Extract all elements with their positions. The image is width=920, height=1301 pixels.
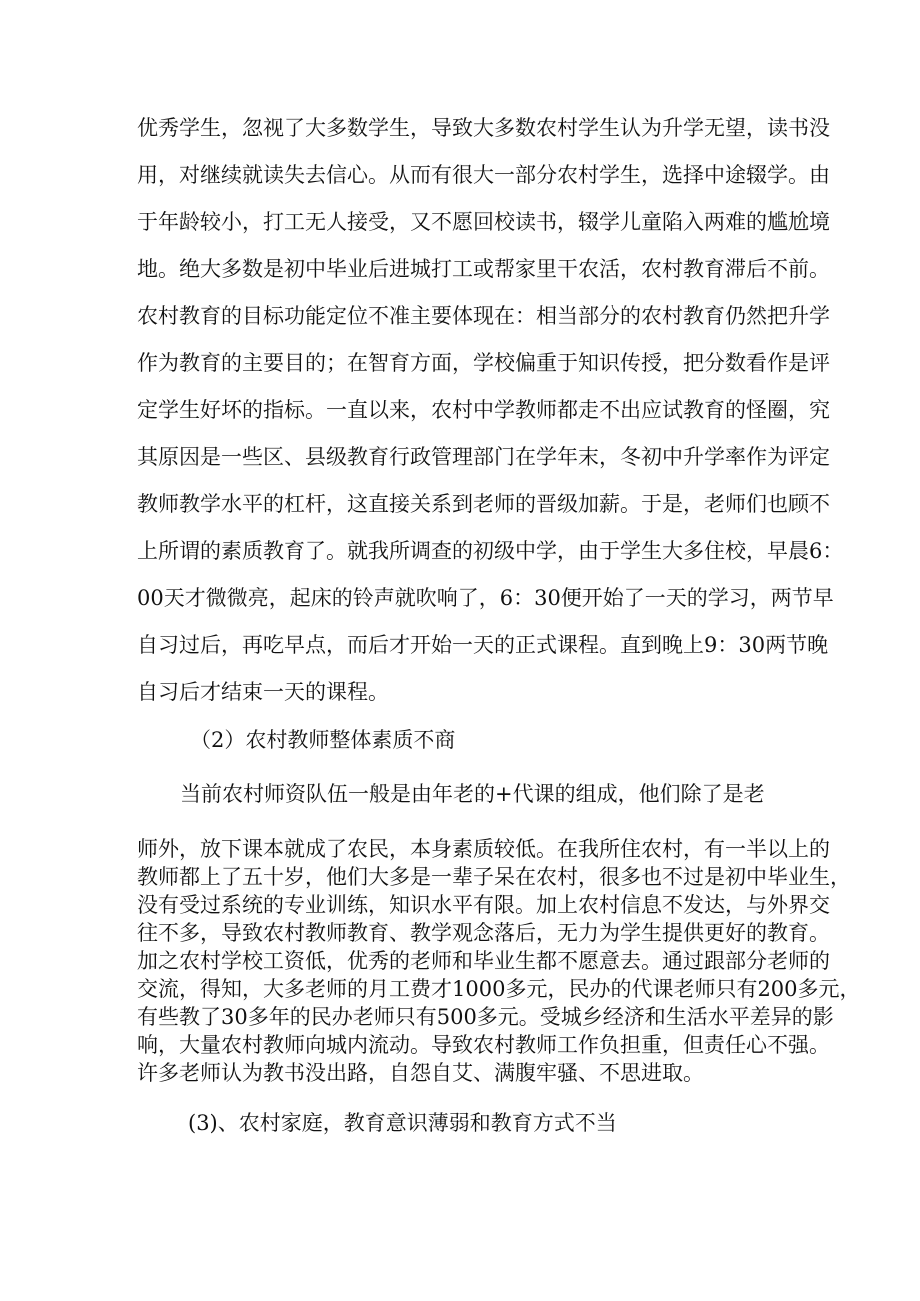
paragraph-2-line: 教师都上了五十岁，他们大多是一辈子呆在农村，很多也不过是初中毕业生， [137,865,851,889]
paragraph-1-line: 优秀学生，忽视了大多数学生，导致大多数农村学生认为升学无望，读书没 [137,116,830,140]
paragraph-1-line: 农村教育的目标功能定位不准主要体现在：相当部分的农村教育仍然把升学 [137,304,830,328]
paragraph-1-line: 教师教学水平的杠杆，这直接关系到老师的晋级加薪。于是，老师们也顾不 [137,492,830,516]
paragraph-1-line: 自习过后，再吃早点，而后才开始一天的正式课程。直到晚上9：30两节晚 [137,633,829,657]
paragraph-2-line: 交流，得知，大多老师的月工费才1000多元，民办的代课老师只有200多元， [137,977,861,1001]
paragraph-2-line: 没有受过系统的专业训练，知识水平有限。加上农村信息不发达，与外界交 [137,893,830,917]
paragraph-2-line: 响，大量农村教师向城内流动。导致农村教师工作负担重，但责任心不强。 [137,1033,830,1057]
paragraph-2-line: 有些教了30多年的民办老师只有500多元。受城乡经济和生活水平差异的影 [137,1005,834,1029]
paragraph-1-line: 自习后才结束一天的课程。 [137,680,389,704]
paragraph-2 [137,835,861,1087]
paragraph-2-first-line: 当前农村师资队伍一般是由年老的+代课的组成，他们除了是老 [180,782,765,806]
paragraph-2-line: 往不多，导致农村教师教育、教学观念落后，无力为学生提供更好的教育。 [137,921,830,945]
paragraph-1-line: 用，对继续就读失去信心。从而有很大一部分农村学生，选择中途辍学。由 [137,163,830,187]
paragraph-2-line: 加之农村学校工资低，优秀的老师和毕业生都不愿意去。通过跟部分老师的 [137,949,830,973]
paragraph-2-line: 许多老师认为教书没出路，自怨自艾、满腹牢骚、不思进取。 [137,1061,704,1085]
paragraph-1-line: 定学生好坏的指标。一直以来，农村中学教师都走不出应试教育的怪圈，究 [137,398,830,422]
paragraph-1-line: 作为教育的主要目的；在智育方面，学校偏重于知识传授，把分数看作是评 [137,351,830,375]
paragraph-1-line: 00天才微微亮，起床的铃声就吹响了，6：30便开始了一天的学习，两节早 [137,586,834,610]
paragraph-1-line: 地。绝大多数是初中毕业后进城打工或帮家里干农活，农村教育滞后不前。 [137,257,830,281]
paragraph-1-line: 其原因是一些区、县级教育行政管理部门在学年末，冬初中升学率作为评定 [137,445,830,469]
paragraph-1-line: 于年龄较小，打工无人接受，又不愿回校读书，辍学儿童陷入两难的尴尬境 [137,210,830,234]
section-heading-2: （2）农村教师整体素质不商 [190,728,456,752]
section-heading-3: (3)、农村家庭，教育意识薄弱和教育方式不当 [188,1111,617,1135]
paragraph-2-line: 师外，放下课本就成了农民，本身素质较低。在我所住农村，有一半以上的 [137,837,830,861]
paragraph-1-line: 上所谓的素质教育了。就我所调查的初级中学，由于学生大多住校，早晨6： [137,539,844,563]
